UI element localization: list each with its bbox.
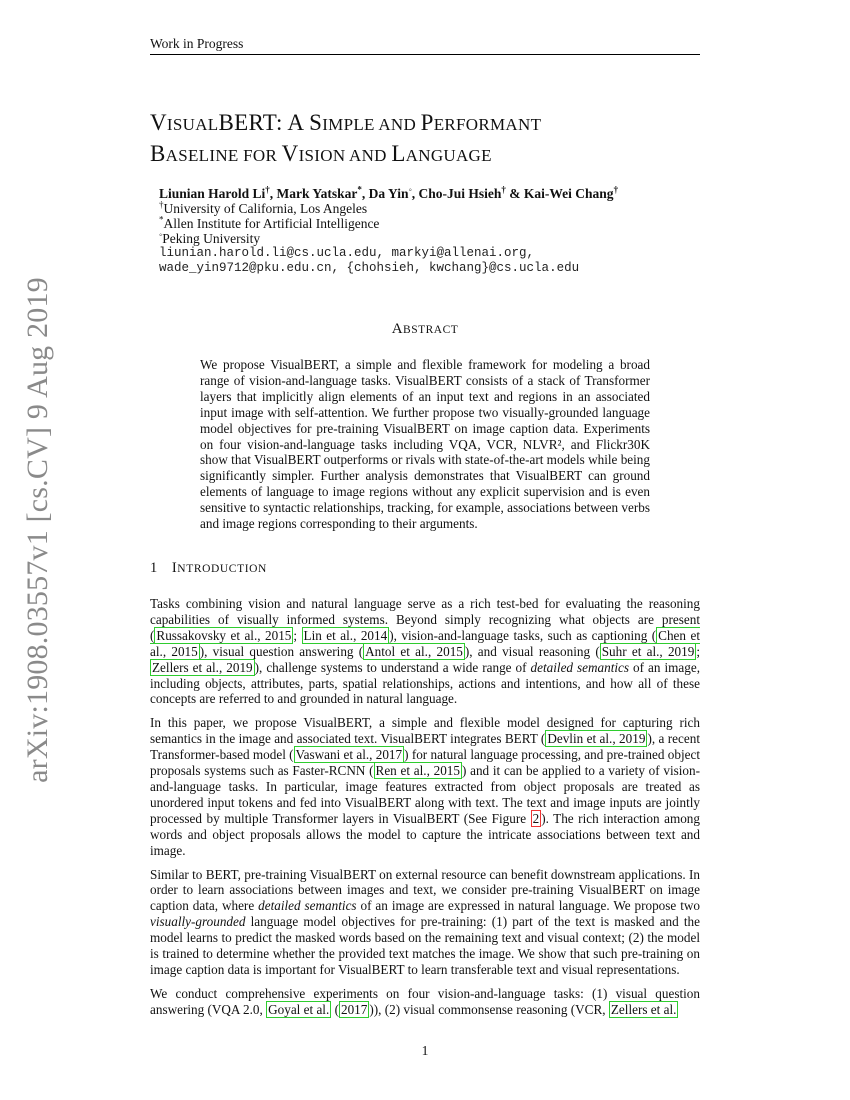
citation-link[interactable]: Goyal et al. (268, 1001, 330, 1017)
citation-link[interactable]: Zellers et al. (610, 1001, 677, 1017)
intro-paragraph-4: We conduct comprehensive experiments on four vision-and-language tasks: (1) visual question answering (VQA 2.0, Goyal et al. ( 2017 )), (2) visual commonsense reasoning (VCR, Zellers et al. (150, 985, 700, 1017)
affiliation-pku: ◦Peking University (159, 229, 261, 246)
figure-reference-link[interactable]: 2 (532, 810, 540, 826)
email-line-2[interactable]: wade_yin9712@pku.edu.cn, {chohsieh, kwchang}@cs.ucla.edu (159, 261, 580, 275)
affiliation-ucla: †University of California, Los Angeles (159, 199, 368, 216)
running-head: Work in Progress (150, 36, 700, 55)
citation-link[interactable]: Vaswani et al., 2017 (295, 747, 403, 763)
introduction-body (150, 596, 700, 1026)
citation-link[interactable]: Chen et al., 2015 (150, 627, 700, 659)
arxiv-stamp[interactable]: arXiv:1908.03557v1 [cs.CV] 9 Aug 2019 (21, 277, 54, 783)
citation-link[interactable]: Ren et al., 2015 (375, 763, 460, 779)
citation-link[interactable]: Devlin et al., 2019 (547, 731, 646, 747)
abstract-heading: ABSTRACT (391, 321, 459, 337)
citation-link[interactable]: Lin et al., 2014 (303, 627, 388, 643)
intro-paragraph-1: Tasks combining vision and natural language serve as a rich test-bed for evaluating the reasoning capabilities of visually informed systems. Beyond simply recognizing what objects are present ( Russakovsky et al., 2015 ; Lin et al., 2014 ), vision-and-language tasks, such as captioning ( Chen et al., 2015 ), visual question answering ( Antol et al., 2015 ), and visual reasoning ( Suhr et al., 2019 ; Zellers et al., 2019 ), challenge systems to understand a wide range of detailed semantics of an image, including objects, attributes, parts, spatial relationships, actions and intentions, and how all of these concepts are referred to and grounded in natural language. (150, 596, 701, 707)
email-line-1[interactable]: liunian.harold.li@cs.ucla.edu, markyi@allenai.org, (159, 246, 535, 260)
author-block (159, 186, 699, 276)
citation-link[interactable]: Russakovsky et al., 2015 (156, 627, 292, 643)
citation-link[interactable]: Suhr et al., 2019 (601, 643, 695, 659)
intro-paragraph-3: Similar to BERT, pre-training VisualBERT on external resource can benefit downstream applications. In order to learn associations between images and text, we consider pre-training VisualBERT on image caption data, where detailed semantics of an image are expressed in natural language. We propose two visually-grounded language model objectives for pre-training: (1) part of the text is masked and the model learns to predict the masked words based on the remaining text and visual context; (2) the model is trained to determine whether the provided text matches the image. We show that such pre-training on image caption data is important for VisualBERT to learn transferable text and visual representations. (150, 866, 700, 977)
citation-link[interactable]: Zellers et al., 2019 (152, 659, 253, 675)
page-number: 1 (421, 1043, 429, 1058)
citation-link[interactable]: 2017 (340, 1001, 368, 1017)
title-line-1: VISUALBERT: A SIMPLE AND PERFORMANT (150, 110, 542, 135)
paper-title (150, 108, 710, 170)
intro-paragraph-2: In this paper, we propose VisualBERT, a simple and flexible model designed for capturing rich semantics in the image and associated text. VisualBERT integrates BERT ( Devlin et al., 2019 ), a recent Transformer-based model ( Vaswani et al., 2017 ) for natural language processing, and pre-trained object proposals systems such as Faster-RCNN ( Ren et al., 2015 ) and it can be applied to a variety of vision-and-language tasks. In particular, image features extracted from object proposals are treated as unordered input tokens and fed into VisualBERT along with text. The text and image inputs are jointly processed by multiple Transformer layers in VisualBERT (See Figure 2 ). The rich interaction among words and object proposals allows the model to capture the intricate associations between text and image. (150, 715, 700, 858)
author-names: Liunian Harold Li†, Mark Yatskar*, Da Yin◦, Cho-Jui Hsieh† & Kai-Wei Chang† (159, 184, 619, 201)
citation-link[interactable]: Antol et al., 2015 (365, 643, 463, 659)
title-line-2: BASELINE FOR VISION AND LANGUAGE (150, 141, 492, 166)
affiliation-allen: *Allen Institute for Artificial Intelligence (159, 214, 380, 231)
section-heading-introduction: 1 INTRODUCTION (150, 560, 267, 576)
abstract-text: We propose VisualBERT, a simple and flexible framework for modeling a broad range of vision-and-language tasks. VisualBERT consists of a stack of Transformer layers that implicitly align elements of an input text and regions in an associated input image with self-attention. We further propose two visually-grounded language model objectives for pre-training VisualBERT on image caption data. Experiments on four vision-and-language tasks including VQA, VCR, NLVR², and Flickr30K show that VisualBERT outperforms or rivals with state-of-the-art models while being significantly simpler. Further analysis demonstrates that VisualBERT can ground elements of language to image regions without any explicit supervision and is even sensitive to syntactic relationships, tracking, for example, associations between verbs and image regions corresponding to their arguments. (200, 357, 650, 532)
